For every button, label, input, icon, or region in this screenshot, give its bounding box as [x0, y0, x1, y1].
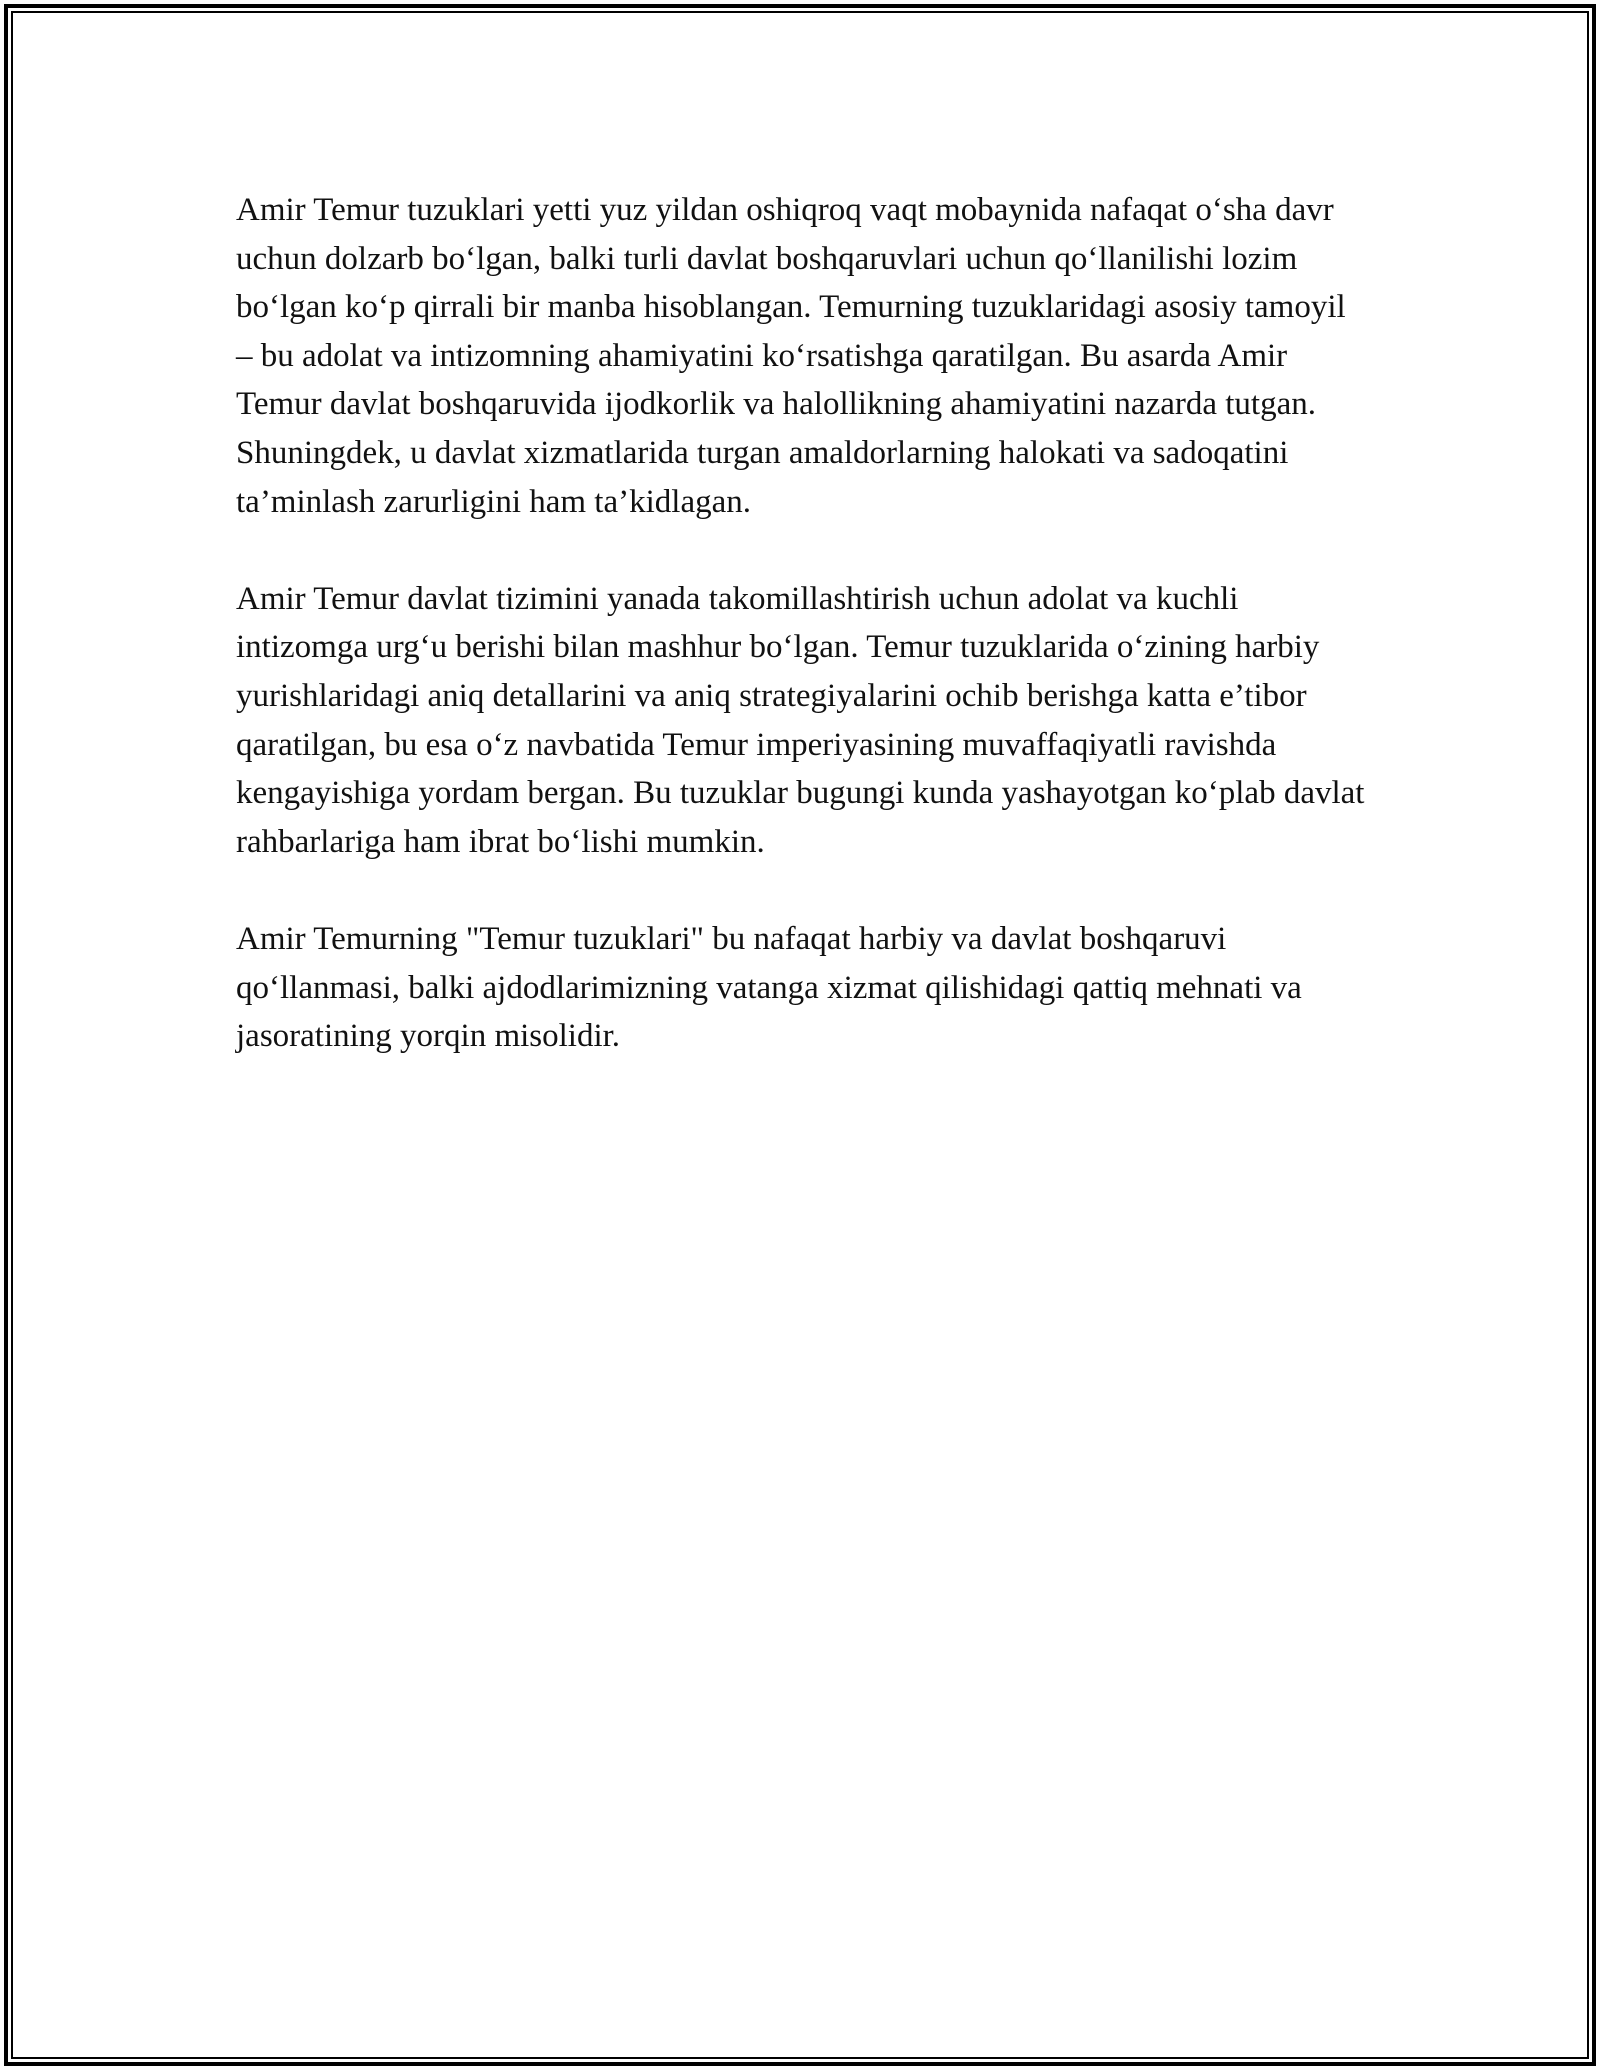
paragraph-1: Amir Temur tuzuklari yetti yuz yildan oshiqroq vaqt mobaynida nafaqat o‘sha davr uchun dolzarb bo‘lgan, balki turli davlat boshqaruvlari uchun qo‘llanilishi lozim bo‘lgan ko‘p qirrali bir manba hisoblangan. Temurning tuzuklaridagi asosiy tamoyil – bu adolat va intizomning ahamiyatini ko‘rsatishga qaratilgan. Bu asarda Amir Temur davlat boshqaruvida ijodkorlik va halollikning ahamiyatini nazarda tutgan. Shuningdek, u davlat xizmatlarida turgan amaldorlarning halokati va sadoqatini ta’minlash zarurligini ham ta’kidlagan. [236, 192, 1346, 520]
paragraph-2: Amir Temur davlat tizimini yanada takomillashtirish uchun adolat va kuchli intizomga urg‘u berishi bilan mashhur bo‘lgan. Temur tuzuklarida o‘zining harbiy yurishlaridagi aniq detallarini va aniq strategiyalarini ochib berishga katta e’tibor qaratilgan, bu esa o‘z navbatida Temur imperiyasining muvaffaqiyatli ravishda kengayishiga yordam bergan. Bu tuzuklar bugungi kunda yashayotgan ko‘plab davlat rahbarlariga ham ibrat bo‘lishi mumkin. [236, 580, 1365, 860]
document-body [236, 186, 1366, 1109]
paragraph-3: Amir Temurning "Temur tuzuklari" bu nafaqat harbiy va davlat boshqaruvi qo‘llanmasi, balki ajdodlarimizning vatanga xizmat qilishidagi qattiq mehnati va jasoratining yorqin misolidir. [236, 920, 1302, 1055]
